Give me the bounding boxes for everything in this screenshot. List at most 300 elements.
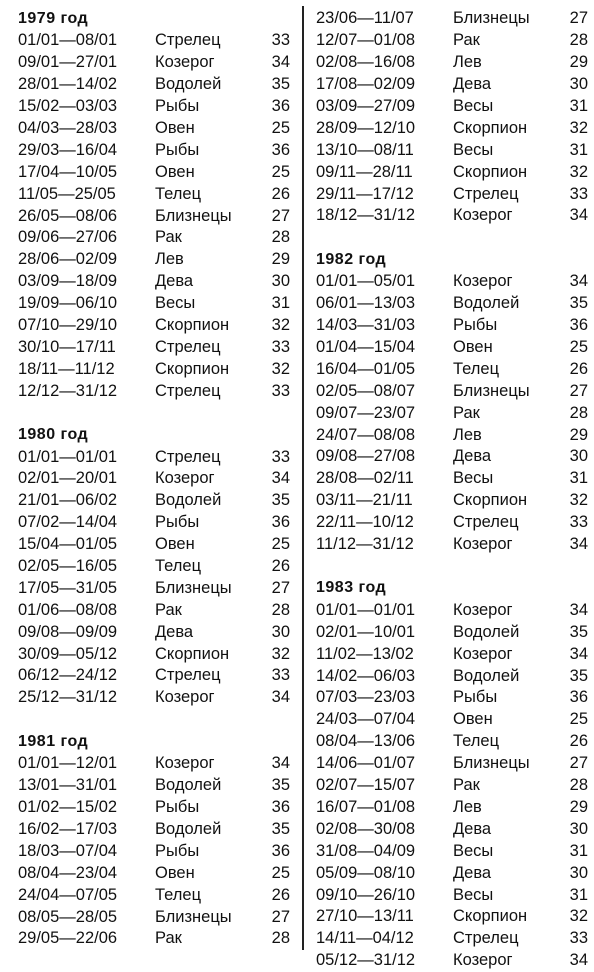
date-range: 22/11—10/12 — [316, 513, 414, 532]
year-section — [18, 8, 290, 402]
zodiac-sign: Близнецы — [453, 9, 530, 28]
zodiac-sign: Стрелец — [155, 447, 221, 466]
year-section — [316, 8, 588, 227]
date-range: 11/02—13/02 — [316, 644, 414, 663]
sign-number: 35 — [271, 75, 290, 94]
zodiac-sign: Скорпион — [155, 316, 230, 335]
date-range: 17/05—31/05 — [18, 578, 118, 597]
table-row — [316, 534, 588, 556]
sign-number: 36 — [271, 513, 290, 532]
table-row — [316, 30, 588, 52]
sign-number: 28 — [271, 228, 290, 247]
table-row — [18, 643, 290, 665]
table-row — [18, 205, 290, 227]
zodiac-sign: Козерог — [453, 535, 513, 554]
zodiac-sign: Стрелец — [155, 337, 221, 356]
table-row — [18, 74, 290, 96]
sign-number: 33 — [271, 337, 290, 356]
zodiac-sign: Козерог — [453, 206, 513, 225]
table-row — [316, 315, 588, 337]
sign-number: 33 — [569, 184, 588, 203]
zodiac-sign: Близнецы — [453, 754, 530, 773]
date-range: 11/05—25/05 — [18, 184, 116, 203]
table-row — [316, 402, 588, 424]
sign-number: 36 — [271, 97, 290, 116]
sign-number: 27 — [271, 206, 290, 225]
sign-number: 27 — [569, 381, 588, 400]
zodiac-sign: Телец — [155, 557, 202, 576]
sign-number: 34 — [569, 272, 588, 291]
date-range: 12/07—01/08 — [316, 31, 416, 50]
date-range: 28/08—02/11 — [316, 469, 414, 488]
date-range: 06/01—13/03 — [316, 294, 416, 313]
zodiac-sign: Водолей — [155, 75, 222, 94]
sign-number: 32 — [271, 316, 290, 335]
sign-number: 31 — [569, 885, 588, 904]
zodiac-sign: Овен — [155, 119, 195, 137]
zodiac-sign: Лев — [453, 53, 482, 72]
zodiac-sign: Скорпион — [453, 907, 528, 926]
table-row — [18, 249, 290, 271]
sign-number: 32 — [271, 359, 290, 378]
zodiac-sign: Скорпион — [453, 162, 528, 181]
date-range: 16/02—17/03 — [18, 819, 118, 838]
zodiac-sign: Водолей — [155, 819, 222, 838]
zodiac-sign: Стрелец — [453, 184, 519, 203]
section-spacer — [18, 709, 290, 731]
table-row — [18, 380, 290, 402]
zodiac-sign: Козерог — [155, 688, 215, 707]
table-row — [316, 490, 588, 512]
zodiac-sign: Рыбы — [155, 140, 200, 159]
year-heading: 1983 год — [316, 579, 387, 597]
zodiac-sign: Овен — [155, 162, 195, 181]
table-row — [316, 337, 588, 359]
sign-number: 27 — [569, 9, 588, 28]
table-row — [316, 358, 588, 380]
zodiac-sign: Телец — [155, 184, 202, 203]
table-row — [18, 884, 290, 906]
date-range: 31/08—04/09 — [316, 841, 416, 860]
sign-number: 36 — [569, 688, 588, 707]
zodiac-sign: Дева — [155, 622, 194, 641]
sign-number: 34 — [569, 951, 588, 970]
sign-number: 27 — [569, 754, 588, 773]
zodiac-sign: Дева — [453, 863, 492, 882]
sign-number: 34 — [271, 469, 290, 488]
table-row — [18, 161, 290, 183]
zodiac-sign: Водолей — [155, 491, 222, 510]
sign-number: 26 — [569, 359, 588, 378]
zodiac-sign: Рак — [453, 776, 480, 795]
sign-number: 30 — [569, 75, 588, 94]
table-row — [316, 424, 588, 446]
table-row — [18, 293, 290, 315]
table-row — [316, 775, 588, 797]
zodiac-sign: Телец — [155, 885, 202, 904]
table-row — [18, 621, 290, 643]
zodiac-sign: Стрелец — [453, 929, 519, 948]
zodiac-sign: Рак — [453, 31, 480, 50]
table-row — [316, 906, 588, 928]
zodiac-sign: Стрелец — [155, 381, 221, 400]
table-row — [316, 380, 588, 402]
zodiac-sign: Рыбы — [453, 688, 498, 707]
table-row — [18, 840, 290, 862]
zodiac-sign: Рыбы — [155, 513, 200, 532]
sign-number: 26 — [569, 732, 588, 751]
table-row — [18, 928, 290, 950]
sign-number: 35 — [569, 622, 588, 641]
sign-number: 29 — [569, 425, 588, 444]
table-row — [18, 687, 290, 709]
sign-number: 32 — [271, 644, 290, 663]
date-range: 18/12—31/12 — [316, 206, 416, 225]
sign-number: 30 — [569, 447, 588, 466]
table-row — [316, 139, 588, 161]
table-row — [18, 96, 290, 118]
date-range: 12/12—31/12 — [18, 381, 118, 400]
sign-number: 25 — [271, 119, 290, 137]
table-row — [316, 621, 588, 643]
sign-number: 28 — [569, 403, 588, 422]
zodiac-sign: Скорпион — [453, 118, 528, 137]
table-row — [316, 709, 588, 731]
table-row — [18, 446, 290, 468]
zodiac-sign: Скорпион — [155, 644, 230, 663]
zodiac-sign: Близнецы — [155, 206, 232, 225]
zodiac-sign: Рыбы — [155, 97, 200, 116]
table-row — [18, 118, 290, 140]
section-spacer — [316, 227, 588, 249]
zodiac-sign: Близнецы — [155, 578, 232, 597]
sign-number: 33 — [271, 31, 290, 50]
sign-number: 27 — [271, 578, 290, 597]
year-heading: 1979 год — [18, 10, 89, 27]
year-section — [18, 731, 290, 950]
date-range: 05/09—08/10 — [316, 863, 416, 882]
zodiac-sign: Овен — [155, 535, 195, 554]
zodiac-sign: Рак — [155, 228, 182, 247]
zodiac-sign: Водолей — [453, 622, 520, 641]
sign-number: 26 — [271, 184, 290, 203]
right-column — [316, 8, 588, 972]
table-row — [316, 884, 588, 906]
year-heading: 1982 год — [316, 250, 387, 268]
zodiac-sign: Близнецы — [453, 381, 530, 400]
date-range: 05/12—31/12 — [316, 951, 416, 970]
sign-number: 25 — [271, 535, 290, 554]
zodiac-sign: Рыбы — [155, 841, 200, 860]
table-row — [316, 468, 588, 490]
zodiac-sign: Весы — [155, 294, 196, 313]
zodiac-sign: Рыбы — [453, 316, 498, 335]
date-range: 04/03—28/03 — [18, 119, 118, 137]
zodiac-sign: Дева — [453, 819, 492, 838]
date-range: 16/07—01/08 — [316, 797, 416, 816]
date-range: 26/05—08/06 — [18, 206, 118, 225]
date-range: 06/12—24/12 — [18, 666, 118, 685]
table-row — [18, 665, 290, 687]
sign-number: 31 — [569, 469, 588, 488]
zodiac-sign: Козерог — [155, 754, 215, 773]
table-row — [316, 161, 588, 183]
table-row — [18, 534, 290, 556]
table-row — [316, 74, 588, 96]
sign-number: 36 — [271, 841, 290, 860]
date-range: 29/03—16/04 — [18, 140, 118, 159]
sign-number: 35 — [271, 819, 290, 838]
date-range: 18/11—11/12 — [18, 359, 115, 378]
date-range: 15/02—03/03 — [18, 97, 118, 116]
table-row — [316, 753, 588, 775]
sign-number: 31 — [569, 97, 588, 115]
table-row — [18, 599, 290, 621]
table-row — [316, 928, 588, 950]
date-range: 11/12—31/12 — [316, 535, 414, 554]
table-row — [316, 797, 588, 819]
left-column — [18, 8, 290, 950]
date-range: 16/04—01/05 — [316, 359, 416, 378]
sign-number: 25 — [271, 863, 290, 882]
date-range: 13/01—31/01 — [18, 776, 118, 795]
sign-number: 34 — [271, 688, 290, 707]
sign-number: 33 — [271, 666, 290, 685]
zodiac-sign: Весы — [453, 140, 494, 159]
sign-number: 29 — [569, 797, 588, 816]
date-range: 02/05—08/07 — [316, 381, 416, 400]
table-row — [316, 293, 588, 315]
zodiac-sign: Лев — [155, 250, 184, 269]
zodiac-sign: Козерог — [155, 53, 215, 72]
table-row — [316, 52, 588, 74]
zodiac-sign: Весы — [453, 841, 494, 860]
date-range: 30/09—05/12 — [18, 644, 118, 663]
table-row — [18, 336, 290, 358]
table-row — [18, 358, 290, 380]
sign-number: 33 — [271, 447, 290, 466]
zodiac-sign: Телец — [453, 732, 500, 751]
date-range: 01/01—12/01 — [18, 754, 118, 773]
date-range: 02/08—16/08 — [316, 53, 416, 72]
date-range: 17/08—02/09 — [316, 75, 416, 94]
table-row — [18, 490, 290, 512]
table-row — [316, 643, 588, 665]
sign-number: 32 — [569, 162, 588, 181]
date-range: 08/05—28/05 — [18, 907, 118, 926]
sign-number: 30 — [271, 622, 290, 641]
sign-number: 34 — [569, 535, 588, 554]
sign-number: 35 — [271, 776, 290, 795]
year-section — [316, 249, 588, 556]
table-row — [316, 665, 588, 687]
date-range: 09/08—09/09 — [18, 622, 118, 641]
date-range: 25/12—31/12 — [18, 688, 118, 707]
zodiac-sign: Весы — [453, 97, 494, 115]
table-row — [18, 753, 290, 775]
sign-number: 34 — [271, 754, 290, 773]
zodiac-sign: Рак — [453, 403, 480, 422]
zodiac-sign: Стрелец — [155, 666, 221, 685]
date-range: 02/08—30/08 — [316, 819, 416, 838]
date-range: 01/01—08/01 — [18, 31, 118, 50]
sign-number: 27 — [271, 907, 290, 926]
sign-number: 32 — [569, 491, 588, 510]
date-range: 08/04—23/04 — [18, 863, 118, 882]
section-spacer — [18, 402, 290, 424]
sign-number: 34 — [569, 206, 588, 225]
date-range: 07/03—23/03 — [316, 688, 416, 707]
table-row — [18, 577, 290, 599]
date-range: 09/06—27/06 — [18, 228, 118, 247]
date-range: 02/07—15/07 — [316, 776, 416, 795]
date-range: 03/09—18/09 — [18, 272, 118, 291]
sign-number: 33 — [569, 929, 588, 948]
date-range: 30/10—17/11 — [18, 337, 116, 356]
section-spacer — [316, 555, 588, 577]
sign-number: 25 — [569, 338, 588, 357]
table-row — [316, 512, 588, 534]
table-row — [316, 183, 588, 205]
table-row — [316, 599, 588, 621]
year-section — [18, 424, 290, 709]
date-range: 18/03—07/04 — [18, 841, 118, 860]
table-row — [316, 731, 588, 753]
table-row — [18, 775, 290, 797]
sign-number: 35 — [271, 491, 290, 510]
sign-number: 31 — [569, 841, 588, 860]
zodiac-sign: Овен — [453, 338, 493, 357]
table-row — [18, 52, 290, 74]
date-range: 23/06—11/07 — [316, 9, 414, 28]
sign-number: 29 — [569, 53, 588, 72]
sign-number: 28 — [271, 600, 290, 619]
date-range: 09/01—27/01 — [18, 53, 118, 72]
table-row — [18, 271, 290, 293]
date-range: 29/11—17/12 — [316, 184, 414, 203]
date-range: 28/09—12/10 — [316, 118, 416, 137]
table-row — [316, 950, 588, 972]
sign-number: 30 — [569, 819, 588, 838]
sign-number: 33 — [271, 381, 290, 400]
zodiac-sign: Рыбы — [155, 798, 200, 817]
zodiac-sign: Козерог — [453, 644, 513, 663]
zodiac-sign: Рак — [155, 600, 182, 619]
sign-number: 36 — [271, 798, 290, 817]
zodiac-sign: Весы — [453, 469, 494, 488]
zodiac-sign: Весы — [453, 885, 494, 904]
sign-number: 36 — [271, 140, 290, 159]
sign-number: 28 — [569, 776, 588, 795]
column-divider — [302, 6, 304, 950]
sign-number: 31 — [271, 294, 290, 313]
zodiac-sign: Овен — [155, 863, 195, 882]
date-range: 01/02—15/02 — [18, 798, 118, 817]
date-range: 09/07—23/07 — [316, 403, 416, 422]
date-range: 01/06—08/08 — [18, 600, 118, 619]
table-row — [18, 227, 290, 249]
date-range: 19/09—06/10 — [18, 294, 118, 313]
date-range: 01/01—01/01 — [316, 600, 416, 619]
sign-number: 26 — [271, 885, 290, 904]
table-row — [18, 512, 290, 534]
date-range: 01/01—05/01 — [316, 272, 416, 291]
zodiac-sign: Рак — [155, 929, 182, 948]
date-range: 14/11—04/12 — [316, 929, 414, 948]
sign-number: 28 — [569, 31, 588, 50]
table-row — [18, 468, 290, 490]
table-row — [316, 117, 588, 139]
zodiac-sign: Овен — [453, 710, 493, 729]
zodiac-sign: Дева — [453, 447, 492, 466]
date-range: 28/06—02/09 — [18, 250, 118, 269]
sign-number: 36 — [569, 316, 588, 335]
table-row — [316, 96, 588, 118]
sign-number: 26 — [271, 557, 290, 576]
sign-number: 35 — [569, 294, 588, 313]
date-range: 27/10—13/11 — [316, 907, 414, 926]
date-range: 09/08—27/08 — [316, 447, 416, 466]
sign-number: 34 — [569, 644, 588, 663]
table-row — [18, 183, 290, 205]
zodiac-sign: Козерог — [453, 951, 513, 970]
date-range: 08/04—13/06 — [316, 732, 416, 751]
date-range: 07/10—29/10 — [18, 316, 118, 335]
zodiac-sign: Стрелец — [453, 513, 519, 532]
year-heading: 1980 год — [18, 426, 89, 444]
table-row — [316, 840, 588, 862]
table-row — [18, 30, 290, 52]
sign-number: 29 — [271, 250, 290, 269]
date-range: 13/10—08/11 — [316, 140, 414, 159]
table-row — [18, 556, 290, 578]
zodiac-sign: Козерог — [453, 600, 513, 619]
sign-number: 30 — [569, 863, 588, 882]
date-range: 24/03—07/04 — [316, 710, 416, 729]
date-range: 02/01—20/01 — [18, 469, 118, 488]
sign-number: 30 — [271, 272, 290, 291]
zodiac-sign: Лев — [453, 797, 482, 816]
table-row — [316, 8, 588, 30]
date-range: 03/09—27/09 — [316, 97, 416, 115]
zodiac-sign: Водолей — [155, 776, 222, 795]
zodiac-sign: Скорпион — [155, 359, 230, 378]
date-range: 01/04—15/04 — [316, 338, 416, 357]
sign-number: 25 — [569, 710, 588, 729]
date-range: 24/04—07/05 — [18, 885, 118, 904]
table-row — [18, 797, 290, 819]
zodiac-sign: Козерог — [453, 272, 513, 291]
zodiac-sign: Близнецы — [155, 907, 232, 926]
table-row — [18, 819, 290, 841]
date-range: 14/06—01/07 — [316, 754, 416, 773]
table-row — [316, 271, 588, 293]
table-row — [316, 862, 588, 884]
zodiac-sign: Телец — [453, 359, 500, 378]
table-row — [316, 446, 588, 468]
date-range: 09/10—26/10 — [316, 885, 416, 904]
date-range: 15/04—01/05 — [18, 535, 118, 554]
date-range: 07/02—14/04 — [18, 513, 118, 532]
date-range: 09/11—28/11 — [316, 162, 413, 181]
table-row — [18, 862, 290, 884]
date-range: 14/03—31/03 — [316, 316, 416, 335]
zodiac-sign: Дева — [453, 75, 492, 94]
sign-number: 34 — [271, 53, 290, 72]
date-range: 17/04—10/05 — [18, 162, 118, 181]
sign-number: 33 — [569, 513, 588, 532]
table-row — [316, 687, 588, 709]
